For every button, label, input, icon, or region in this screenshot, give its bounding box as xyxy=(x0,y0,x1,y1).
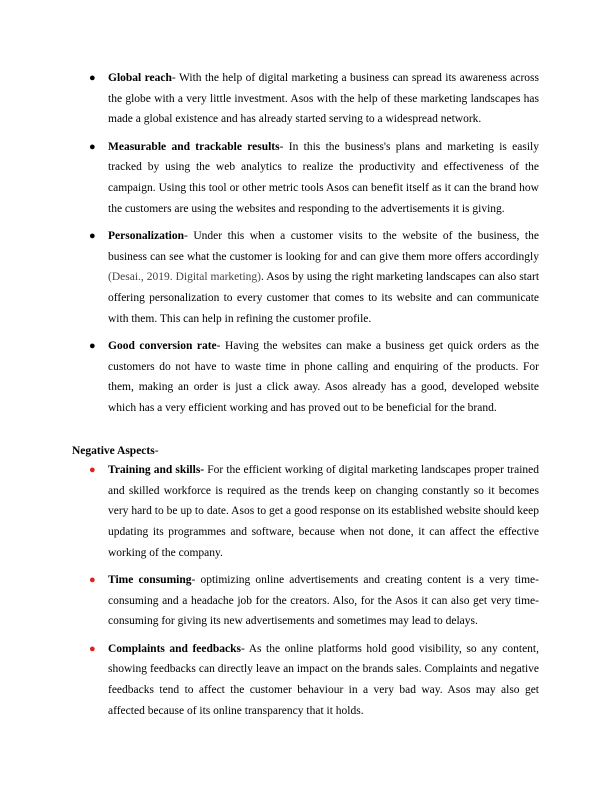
bullet-icon: ● xyxy=(89,229,96,242)
bullet-icon: ● xyxy=(89,464,96,476)
list-item xyxy=(89,639,540,722)
list-item xyxy=(89,336,539,419)
positive-aspects-list xyxy=(89,68,540,425)
item-separator: - xyxy=(184,229,194,242)
item-text: With the help of digital marketing a business can spread its awareness across the globe with a very little investment. Asos with the help of these marketing landscapes has made a global existence and has already started serving to a widespread network. xyxy=(108,72,540,126)
heading-label: Negative Aspects xyxy=(72,445,155,457)
item-term: Good conversion rate xyxy=(108,339,217,352)
item-text: For the efficient working of digital marketing landscapes proper trained and skilled workforce is required as the trends keep on changing constantly so it becomes very hard to be up to date. Asos to get a good response on its established website should keep updating its programmes and software, because when not done, it can affect the effective working of the company. xyxy=(108,464,540,559)
bullet-icon: ● xyxy=(89,339,96,352)
bullet-icon: ● xyxy=(89,72,96,84)
item-term: Measurable and trackable results xyxy=(108,140,280,153)
list-item xyxy=(89,570,539,632)
negative-aspects-list xyxy=(89,460,540,728)
bullet-icon: ● xyxy=(89,574,96,587)
bullet-icon: ● xyxy=(89,140,96,153)
item-text: Under this when a customer visits to the website of the business, the business can see what the customer is looking for and can give them more offers accordingly xyxy=(108,229,539,263)
item-separator: - xyxy=(216,339,226,352)
item-text-continued: . Asos by using the right marketing landscapes can also start offering personalization to every customer that comes to its website and can communicate with them. This can help in refining the customer profile. xyxy=(108,271,540,325)
item-term: Personalization xyxy=(108,229,185,242)
item-text: As the online platforms hold good visibility, so any content, showing feedbacks can directly leave an impact on the brands sales. Complaints and negative feedbacks tend to affect the customer behaviour in a very bad way. Asos may also get affected because of its online transparency that it holds. xyxy=(108,642,540,717)
list-item xyxy=(89,460,540,564)
item-term: Complaints and feedbacks xyxy=(108,642,241,655)
heading-dash: - xyxy=(154,445,159,457)
bullet-icon: ● xyxy=(89,642,96,655)
item-term: Time consuming xyxy=(108,574,192,587)
list-item xyxy=(89,226,540,330)
item-text: optimizing online advertisements and creating content is a very time-consuming and a headache job for the creators. Also, for the Asos it can also get very time-consuming for giving its new advertisements and sometimes may lead to delays. xyxy=(108,574,539,628)
negative-aspects-heading xyxy=(72,441,159,462)
item-term: Global reach xyxy=(108,72,172,84)
list-item xyxy=(89,137,539,220)
item-separator: - xyxy=(241,642,249,655)
item-text: In this the business's plans and marketing is easily tracked by using the web analytics to realize the productivity and effectiveness of the campaign. Using this tool or other metric tools Asos can benefit itself as it can the brand how the customers are using the websites and responding to the advertisements it is giving. xyxy=(108,140,539,215)
item-separator: - xyxy=(279,140,289,153)
item-separator: - xyxy=(191,574,201,587)
item-text: Having the websites can make a business get quick orders as the customers do not have to waste time in phone calling and enquiring of the products. For them, making an order is just a click away. Asos already has a good, developed website which has a very efficient working and has proved out to be beneficial for the brand. xyxy=(108,339,539,415)
citation-reference: (Desai., 2019. Digital marketing) xyxy=(108,271,261,284)
item-separator: - xyxy=(171,72,179,84)
list-item xyxy=(89,68,540,130)
item-term: Training and skills- xyxy=(108,464,205,476)
